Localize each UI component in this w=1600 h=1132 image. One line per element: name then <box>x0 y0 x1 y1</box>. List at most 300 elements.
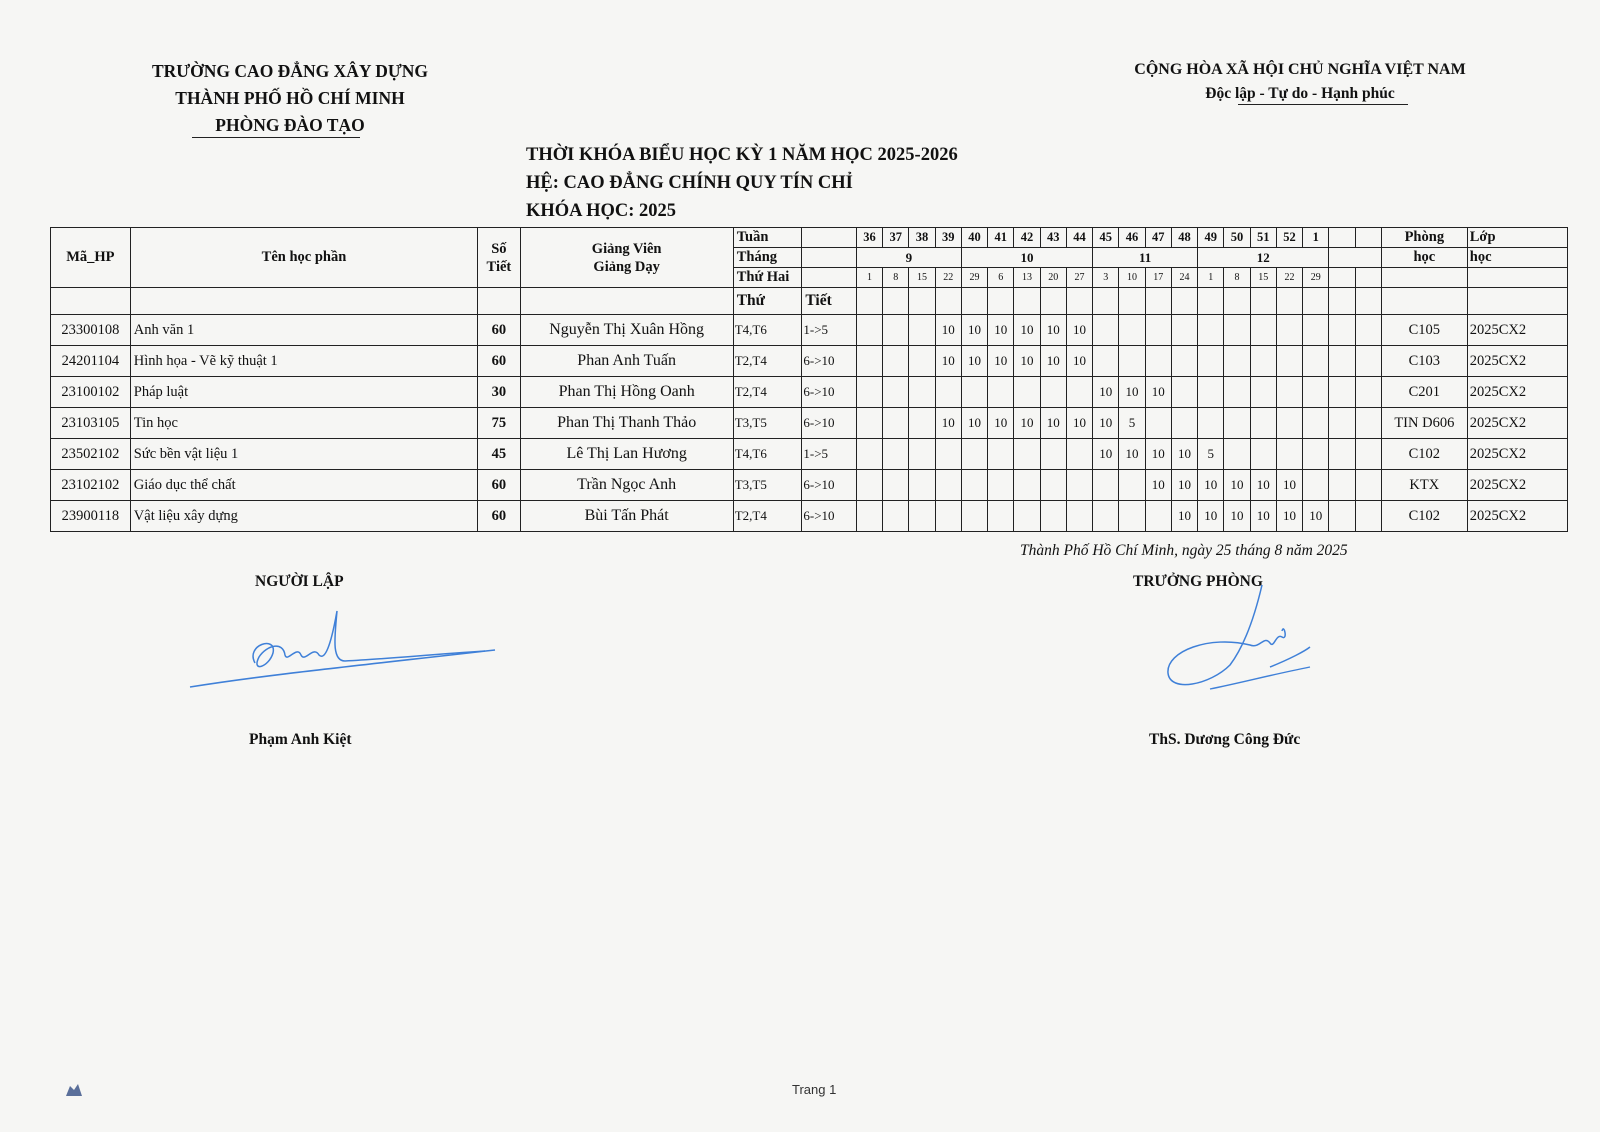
week-hours <box>1303 470 1329 501</box>
week-number: 49 <box>1198 228 1224 248</box>
label-thu-hai: Thứ Hai <box>733 268 802 288</box>
header-right-underline <box>1238 104 1408 105</box>
course-weekdays: T2,T4 <box>733 346 802 377</box>
col-header-giang-vien <box>520 228 733 288</box>
course-class: 2025CX2 <box>1467 408 1567 439</box>
week-hours <box>1145 346 1171 377</box>
week-hours <box>1355 315 1381 346</box>
week-hours <box>1093 501 1119 532</box>
week-hours <box>1171 408 1197 439</box>
monday-date: 8 <box>1224 268 1250 288</box>
week-hours <box>1329 377 1355 408</box>
head-name: ThS. Dương Công Đức <box>1149 731 1301 748</box>
week-hours <box>883 408 909 439</box>
course-code: 23300108 <box>51 315 131 346</box>
course-name: Hình họa - Vẽ kỹ thuật 1 <box>130 346 477 377</box>
week-hours <box>1145 501 1171 532</box>
week-hours <box>1329 470 1355 501</box>
week-hours <box>1250 315 1276 346</box>
monday-date: 29 <box>961 268 987 288</box>
blank-cell <box>1329 288 1355 315</box>
course-code: 23900118 <box>51 501 131 532</box>
week-hours: 10 <box>1119 439 1145 470</box>
week-hours <box>1066 377 1092 408</box>
preparer-role: NGƯỜI LẬP <box>255 573 344 590</box>
course-periods: 30 <box>478 377 520 408</box>
week-hours <box>909 408 935 439</box>
week-hours <box>856 346 882 377</box>
week-hours <box>1329 346 1355 377</box>
week-hours <box>1355 501 1381 532</box>
week-hours: 10 <box>1014 315 1040 346</box>
course-code: 23102102 <box>51 470 131 501</box>
week-number: 50 <box>1224 228 1250 248</box>
course-name: Sức bền vật liệu 1 <box>130 439 477 470</box>
blank-cell <box>1014 288 1040 315</box>
week-hours <box>856 377 882 408</box>
national-header <box>1110 58 1490 106</box>
week-hours <box>1066 501 1092 532</box>
week-hours <box>883 315 909 346</box>
week-hours <box>1355 377 1381 408</box>
week-hours: 10 <box>1198 501 1224 532</box>
week-hours <box>988 377 1014 408</box>
week-hours <box>909 470 935 501</box>
week-hours <box>1014 470 1040 501</box>
week-hours <box>856 315 882 346</box>
title-line-2: HỆ: CAO ĐẲNG CHÍNH QUY TÍN CHỈ <box>526 173 853 193</box>
label-tiet: Tiết <box>802 288 857 315</box>
week-hours <box>856 439 882 470</box>
week-hours: 10 <box>1250 470 1276 501</box>
month-label: 9 <box>856 248 961 268</box>
col-header-lop-hoc: Lớp <box>1467 228 1567 248</box>
week-hours <box>1014 439 1040 470</box>
course-room: C102 <box>1381 501 1467 532</box>
blank-cell <box>1119 288 1145 315</box>
week-hours <box>1276 377 1302 408</box>
week-hours: 10 <box>1093 377 1119 408</box>
blank-cell <box>883 288 909 315</box>
week-hours <box>1119 346 1145 377</box>
week-hours <box>1329 408 1355 439</box>
col-header-so-tiet <box>478 228 520 288</box>
blank-cell <box>1467 288 1567 315</box>
course-periods: 60 <box>478 470 520 501</box>
week-hours <box>961 501 987 532</box>
week-hours <box>1250 408 1276 439</box>
week-hours: 10 <box>1093 439 1119 470</box>
course-class: 2025CX2 <box>1467 346 1567 377</box>
month-label: 11 <box>1093 248 1198 268</box>
week-hours <box>909 501 935 532</box>
head-signature <box>1160 575 1320 705</box>
week-hours <box>1066 439 1092 470</box>
week-hours <box>883 377 909 408</box>
course-period-range: 1->5 <box>802 439 857 470</box>
week-hours: 10 <box>1066 346 1092 377</box>
course-class: 2025CX2 <box>1467 377 1567 408</box>
week-hours <box>1329 501 1355 532</box>
week-hours <box>1303 408 1329 439</box>
week-hours: 10 <box>1171 470 1197 501</box>
week-hours: 10 <box>988 408 1014 439</box>
week-number: 43 <box>1040 228 1066 248</box>
blank-cell <box>1066 288 1092 315</box>
week-hours <box>1040 377 1066 408</box>
blank-cell <box>935 288 961 315</box>
week-hours: 10 <box>1198 470 1224 501</box>
col-header-phong-hoc-2: học <box>1381 248 1467 268</box>
course-room: C102 <box>1381 439 1467 470</box>
header-row-weeks <box>51 228 1568 248</box>
week-hours <box>1355 346 1381 377</box>
week-hours <box>909 377 935 408</box>
week-hours <box>1224 408 1250 439</box>
week-hours <box>1250 346 1276 377</box>
course-periods: 60 <box>478 315 520 346</box>
week-hours <box>1224 346 1250 377</box>
course-periods: 60 <box>478 346 520 377</box>
document-title <box>526 141 958 225</box>
monday-date: 6 <box>988 268 1014 288</box>
week-hours <box>1171 346 1197 377</box>
course-name: Tin học <box>130 408 477 439</box>
week-hours <box>935 377 961 408</box>
course-room: C103 <box>1381 346 1467 377</box>
course-lecturer: Nguyễn Thị Xuân Hồng <box>520 315 733 346</box>
month-label: 12 <box>1198 248 1329 268</box>
week-number: 44 <box>1066 228 1092 248</box>
week-hours <box>988 470 1014 501</box>
blank-cell <box>478 288 520 315</box>
week-hours: 10 <box>1145 470 1171 501</box>
week-hours <box>1093 315 1119 346</box>
col-header-ten-hoc-phan: Tên học phần <box>130 228 477 288</box>
month-label <box>1329 248 1382 268</box>
table-row <box>51 439 1568 470</box>
place-date: Thành Phố Hồ Chí Minh, ngày 25 tháng 8 năm 2025 <box>1020 542 1348 559</box>
blank-cell <box>51 288 131 315</box>
week-hours <box>1198 408 1224 439</box>
label-tuan: Tuần <box>733 228 802 248</box>
week-hours <box>1145 315 1171 346</box>
giang-vien-line-1: Giảng Viên <box>591 240 662 257</box>
course-class: 2025CX2 <box>1467 501 1567 532</box>
label-thu-hai-blank <box>802 268 857 288</box>
week-hours: 10 <box>1066 315 1092 346</box>
course-code: 23502102 <box>51 439 131 470</box>
school-header <box>120 58 460 139</box>
monday-date: 27 <box>1066 268 1092 288</box>
week-hours <box>909 346 935 377</box>
week-hours <box>856 470 882 501</box>
week-hours <box>935 470 961 501</box>
week-hours <box>988 501 1014 532</box>
table-row <box>51 470 1568 501</box>
week-hours: 10 <box>1066 408 1092 439</box>
week-hours: 10 <box>1014 408 1040 439</box>
week-hours <box>1198 377 1224 408</box>
monday-date: 15 <box>909 268 935 288</box>
week-hours <box>1119 501 1145 532</box>
week-hours <box>1014 501 1040 532</box>
week-hours: 10 <box>1250 501 1276 532</box>
course-periods: 60 <box>478 501 520 532</box>
week-hours: 10 <box>988 346 1014 377</box>
week-hours: 10 <box>1040 408 1066 439</box>
table-row <box>51 408 1568 439</box>
week-hours <box>1303 439 1329 470</box>
monday-date: 24 <box>1171 268 1197 288</box>
course-room: C201 <box>1381 377 1467 408</box>
week-hours <box>1276 346 1302 377</box>
week-hours <box>1040 470 1066 501</box>
week-hours <box>909 315 935 346</box>
week-hours <box>856 408 882 439</box>
monday-date: 15 <box>1250 268 1276 288</box>
course-period-range: 6->10 <box>802 501 857 532</box>
week-number: 42 <box>1014 228 1040 248</box>
course-period-range: 6->10 <box>802 470 857 501</box>
title-line-3: KHÓA HỌC: 2025 <box>526 201 677 221</box>
course-period-range: 1->5 <box>802 315 857 346</box>
week-hours: 10 <box>1224 470 1250 501</box>
week-hours: 10 <box>1040 346 1066 377</box>
week-hours: 10 <box>1276 470 1302 501</box>
week-hours <box>1171 315 1197 346</box>
preparer-name: Phạm Anh Kiệt <box>249 731 352 748</box>
week-number: 40 <box>961 228 987 248</box>
week-hours <box>1040 501 1066 532</box>
week-hours <box>883 439 909 470</box>
week-hours: 10 <box>935 346 961 377</box>
week-hours: 10 <box>961 408 987 439</box>
week-hours: 10 <box>1303 501 1329 532</box>
week-hours <box>1303 346 1329 377</box>
week-hours <box>1014 377 1040 408</box>
week-hours <box>856 501 882 532</box>
week-hours <box>909 439 935 470</box>
blank-cell <box>909 288 935 315</box>
course-weekdays: T3,T5 <box>733 408 802 439</box>
school-name: TRƯỜNG CAO ĐẲNG XÂY DỰNG <box>151 61 429 81</box>
week-hours <box>1355 408 1381 439</box>
week-hours: 10 <box>935 315 961 346</box>
monday-date: 8 <box>883 268 909 288</box>
course-lecturer: Bùi Tấn Phát <box>520 501 733 532</box>
label-tuan-blank <box>802 228 857 248</box>
blank-cell <box>1250 288 1276 315</box>
week-hours <box>961 439 987 470</box>
table-row <box>51 501 1568 532</box>
week-hours <box>1198 346 1224 377</box>
blank-cell <box>1040 288 1066 315</box>
week-hours <box>935 501 961 532</box>
so-tiet-line-1: Số <box>491 240 507 257</box>
week-hours: 10 <box>1145 377 1171 408</box>
monday-date <box>1329 268 1355 288</box>
preparer-signature <box>185 605 505 705</box>
so-tiet-line-2: Tiết <box>486 258 512 275</box>
week-hours <box>883 346 909 377</box>
monday-date <box>1355 268 1381 288</box>
course-weekdays: T2,T4 <box>733 501 802 532</box>
week-hours <box>1303 315 1329 346</box>
week-hours: 10 <box>1014 346 1040 377</box>
course-weekdays: T4,T6 <box>733 315 802 346</box>
week-number: 47 <box>1145 228 1171 248</box>
week-hours <box>883 470 909 501</box>
monday-date: 1 <box>1198 268 1224 288</box>
week-hours: 10 <box>1119 377 1145 408</box>
week-hours <box>1040 439 1066 470</box>
head-role: TRƯỞNG PHÒNG <box>1133 573 1263 590</box>
course-name: Giáo dục thể chất <box>130 470 477 501</box>
label-thang: Tháng <box>733 248 802 268</box>
course-periods: 45 <box>478 439 520 470</box>
week-hours <box>1355 470 1381 501</box>
week-hours <box>1250 439 1276 470</box>
week-hours <box>1355 439 1381 470</box>
week-hours: 5 <box>1119 408 1145 439</box>
course-room: TIN D606 <box>1381 408 1467 439</box>
month-label: 10 <box>961 248 1092 268</box>
monday-date: 22 <box>935 268 961 288</box>
week-hours <box>1224 315 1250 346</box>
week-number: 46 <box>1119 228 1145 248</box>
course-period-range: 6->10 <box>802 346 857 377</box>
week-number <box>1329 228 1355 248</box>
course-period-range: 6->10 <box>802 408 857 439</box>
week-hours <box>1093 470 1119 501</box>
course-name: Vật liệu xây dựng <box>130 501 477 532</box>
week-hours <box>883 501 909 532</box>
week-hours <box>1303 377 1329 408</box>
course-lecturer: Phan Anh Tuấn <box>520 346 733 377</box>
blank-cell <box>1224 288 1250 315</box>
label-thang-blank <box>802 248 857 268</box>
monday-date: 1 <box>856 268 882 288</box>
week-hours <box>1329 315 1355 346</box>
week-hours <box>1224 377 1250 408</box>
course-weekdays: T2,T4 <box>733 377 802 408</box>
week-hours: 10 <box>1171 439 1197 470</box>
week-number: 37 <box>883 228 909 248</box>
week-number: 39 <box>935 228 961 248</box>
week-hours <box>1198 315 1224 346</box>
blank-cell <box>1355 288 1381 315</box>
course-room: KTX <box>1381 470 1467 501</box>
course-name: Anh văn 1 <box>130 315 477 346</box>
course-room: C105 <box>1381 315 1467 346</box>
blank-cell <box>988 288 1014 315</box>
course-periods: 75 <box>478 408 520 439</box>
header-row-thu-tiet <box>51 288 1568 315</box>
week-hours <box>961 377 987 408</box>
course-class: 2025CX2 <box>1467 470 1567 501</box>
course-code: 23103105 <box>51 408 131 439</box>
week-hours <box>1224 439 1250 470</box>
blank-cell <box>856 288 882 315</box>
course-name: Pháp luật <box>130 377 477 408</box>
week-number: 36 <box>856 228 882 248</box>
blank-cell <box>1198 288 1224 315</box>
week-hours <box>1066 470 1092 501</box>
week-number: 38 <box>909 228 935 248</box>
blank-cell <box>1145 288 1171 315</box>
page-number: Trang 1 <box>792 1082 837 1097</box>
blank-cell <box>1467 268 1567 288</box>
monday-date: 13 <box>1014 268 1040 288</box>
timetable <box>50 227 1568 532</box>
week-number <box>1355 228 1381 248</box>
table-row <box>51 346 1568 377</box>
course-lecturer: Trần Ngọc Anh <box>520 470 733 501</box>
course-lecturer: Phan Thị Hồng Oanh <box>520 377 733 408</box>
course-code: 23100102 <box>51 377 131 408</box>
week-hours <box>935 439 961 470</box>
national-motto: Độc lập - Tự do - Hạnh phúc <box>1205 85 1395 102</box>
week-number: 48 <box>1171 228 1197 248</box>
header-left-underline <box>192 137 360 138</box>
week-hours <box>1119 315 1145 346</box>
week-hours <box>961 470 987 501</box>
monday-date: 29 <box>1303 268 1329 288</box>
course-class: 2025CX2 <box>1467 439 1567 470</box>
course-lecturer: Phan Thị Thanh Thảo <box>520 408 733 439</box>
scanner-mark-icon <box>62 1078 86 1100</box>
blank-cell <box>961 288 987 315</box>
course-class: 2025CX2 <box>1467 315 1567 346</box>
table-row <box>51 377 1568 408</box>
course-period-range: 6->10 <box>802 377 857 408</box>
course-lecturer: Lê Thị Lan Hương <box>520 439 733 470</box>
week-hours <box>1093 346 1119 377</box>
monday-date: 22 <box>1276 268 1302 288</box>
monday-date: 3 <box>1093 268 1119 288</box>
week-hours: 10 <box>961 346 987 377</box>
week-hours <box>1276 439 1302 470</box>
blank-cell <box>1093 288 1119 315</box>
title-line-1: THỜI KHÓA BIỂU HỌC KỲ 1 NĂM HỌC 2025-2026 <box>526 145 958 165</box>
label-thu: Thứ <box>733 288 802 315</box>
week-number: 41 <box>988 228 1014 248</box>
week-hours: 10 <box>1040 315 1066 346</box>
monday-date: 20 <box>1040 268 1066 288</box>
col-header-ma-hp: Mã_HP <box>51 228 131 288</box>
week-hours <box>1276 315 1302 346</box>
week-hours <box>988 439 1014 470</box>
course-weekdays: T4,T6 <box>733 439 802 470</box>
week-hours: 10 <box>988 315 1014 346</box>
course-weekdays: T3,T5 <box>733 470 802 501</box>
week-hours: 10 <box>1224 501 1250 532</box>
week-hours <box>1250 377 1276 408</box>
week-hours: 10 <box>1276 501 1302 532</box>
week-number: 51 <box>1250 228 1276 248</box>
week-hours: 5 <box>1198 439 1224 470</box>
week-hours: 10 <box>961 315 987 346</box>
blank-cell <box>1171 288 1197 315</box>
school-city: THÀNH PHỐ HỒ CHÍ MINH <box>175 88 405 108</box>
week-hours: 10 <box>1093 408 1119 439</box>
blank-cell <box>1303 288 1329 315</box>
week-hours: 10 <box>935 408 961 439</box>
week-number: 52 <box>1276 228 1302 248</box>
giang-vien-line-2: Giảng Dạy <box>593 258 660 275</box>
department-name: PHÒNG ĐÀO TẠO <box>215 115 365 135</box>
